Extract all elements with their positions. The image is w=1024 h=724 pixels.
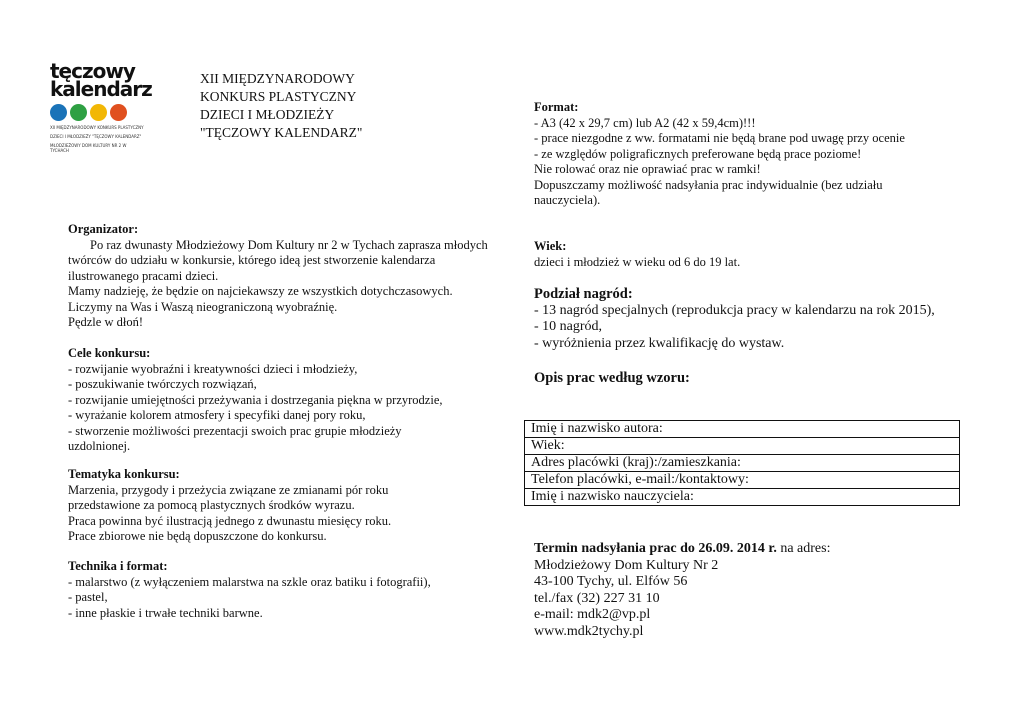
organizator-heading: Organizator: [68,222,139,236]
form-row-age: Wiek: [525,438,959,455]
format-line-2: - prace niezgodne z ww. formatami nie będą brane pod uwagę przy ocenie [534,131,905,145]
termin-email[interactable]: e-mail: mdk2@vp.pl [534,607,651,622]
technika-section [68,559,488,621]
form-row-address: Adres placówki (kraj):/zamieszkania: [525,455,959,472]
termin-heading-suffix: na adres: [776,541,831,556]
title-line-4: "TĘCZOWY KALENDARZ" [200,125,363,140]
organizator-line-1: Mamy nadzieję, że będzie on najciekawszy ze wszystkich dotychczasowych. [68,284,453,298]
form-row-teacher: Imię i nazwisko nauczyciela: [531,489,694,504]
nagrody-section [534,286,974,352]
format-section [534,100,954,209]
opis-section [534,370,954,387]
tematyka-heading: Tematyka konkursu: [68,467,180,481]
termin-line-2: 43-100 Tychy, ul. Elfów 56 [534,574,688,589]
logo-circle-orange [110,104,127,121]
format-line-1: - A3 (42 x 29,7 cm) lub A2 (42 x 59,4cm)!!! [534,115,756,130]
logo-circles [50,104,145,121]
form-row-phone: Telefon placówki, e-mail:/kontaktowy: [525,472,959,489]
opis-form-table [524,420,960,506]
cele-heading: Cele konkursu: [68,346,151,360]
title-line-2: KONKURS PLASTYCZNY [200,89,357,104]
logo-circle-green [70,104,87,121]
technika-item-2: - pastel, [68,590,108,604]
logo-small-1: XII MIĘDZYNARODOWY KONKURS PLASTYCZNY [50,125,144,130]
nagrody-item-2: - 10 nagród, [534,319,603,334]
logo-circle-yellow [90,104,107,121]
technika-heading: Technika i format: [68,559,168,573]
logo-small-2: DZIECI I MŁODZIEŻY "TĘCZOWY KALENDARZ" [50,134,142,139]
termin-line-1: Młodzieżowy Dom Kultury Nr 2 [534,557,719,573]
nagrody-item-1: - 13 nagród specjalnych (reprodukcja pracy w kalendarzu na rok 2015), [534,302,935,318]
tematyka-line-2: Praca powinna być ilustracją jednego z dwunastu miesięcy roku. [68,513,392,528]
termin-heading-line [534,541,974,558]
logo-word-2: kalendarz [50,77,152,101]
logo-small-3: MŁODZIEŻOWY DOM KULTURY NR 2 W TYCHACH [50,143,127,153]
nagrody-item-3: - wyróżnienia przez kwalifikację do wystaw. [534,335,785,351]
nagrody-heading: Podział nagród: [534,286,633,302]
cele-item-1: - rozwijanie wyobraźni i kreatywności dzieci i młodzieży, [68,361,358,376]
title-line-1: XII MIĘDZYNARODOWY [200,71,355,86]
wiek-section [534,239,954,270]
cele-section [68,346,488,455]
logo-word-1: tęczowy [50,59,135,83]
termin-section [534,541,974,640]
technika-item-1: - malarstwo (z wyłączeniem malarstwa na szkle oraz batiku i fotografii), [68,574,431,589]
tematyka-line-1: Marzenia, przygody i przeżycia związane ze zmianami pór roku przedstawione za pomocą plastycznych środków wyrazu. [68,482,389,512]
cele-item-5: - stworzenie możliwości prezentacji swoich prac grupie młodzieży uzdolnionej. [68,423,402,453]
wiek-heading: Wiek: [534,239,567,253]
format-line-3: - ze względów poligraficznych preferowane będą prace poziome! [534,146,862,161]
tematyka-line-3: Prace zbiorowe nie będą dopuszczone do konkursu. [68,529,327,543]
cele-item-3: - rozwijanie umiejętności przeżywania i dostrzegania piękna w przyrodzie, [68,392,443,407]
cele-item-2: - poszukiwanie twórczych rozwiązań, [68,377,257,391]
wiek-text: dzieci i młodzież w wieku od 6 do 19 lat. [534,254,741,269]
cele-item-4: - wyrażanie kolorem atmosfery i specyfiki danej pory roku, [68,408,366,422]
contest-title [200,70,362,142]
format-line-4: Nie rolować oraz nie oprawiać prac w ramki! [534,162,761,176]
organizator-section [68,222,488,331]
contest-logo [50,59,152,172]
format-line-5: Dopuszczamy możliwość nadsyłania prac indywidualnie (bez udziału nauczyciela). [534,177,883,207]
opis-heading: Opis prac według wzoru: [534,370,690,386]
format-heading: Format: [534,100,579,114]
termin-website[interactable]: www.mdk2tychy.pl [534,623,644,639]
termin-heading: Termin nadsyłania prac do 26.09. 2014 r. [534,541,777,556]
organizator-line-3: Pędzle w dłoń! [68,315,143,329]
logo-circle-blue [50,104,67,121]
title-line-3: DZIECI I MŁODZIEŻY [200,107,335,122]
tematyka-section [68,467,418,545]
termin-line-3: tel./fax (32) 227 31 10 [534,590,660,606]
organizator-line-2: Liczymy na Was i Waszą nieograniczoną wyobraźnię. [68,299,338,314]
organizator-intro: Po raz dwunasty Młodzieżowy Dom Kultury nr 2 w Tychach zaprasza młodych twórców do udziału w konkursie, którego ideą jest stworzenie kalendarza ilustrowanego pracami dzieci. [68,237,488,283]
technika-item-3: - inne płaskie i trwałe techniki barwne. [68,605,263,620]
form-row-author: Imię i nazwisko autora: [525,421,959,438]
